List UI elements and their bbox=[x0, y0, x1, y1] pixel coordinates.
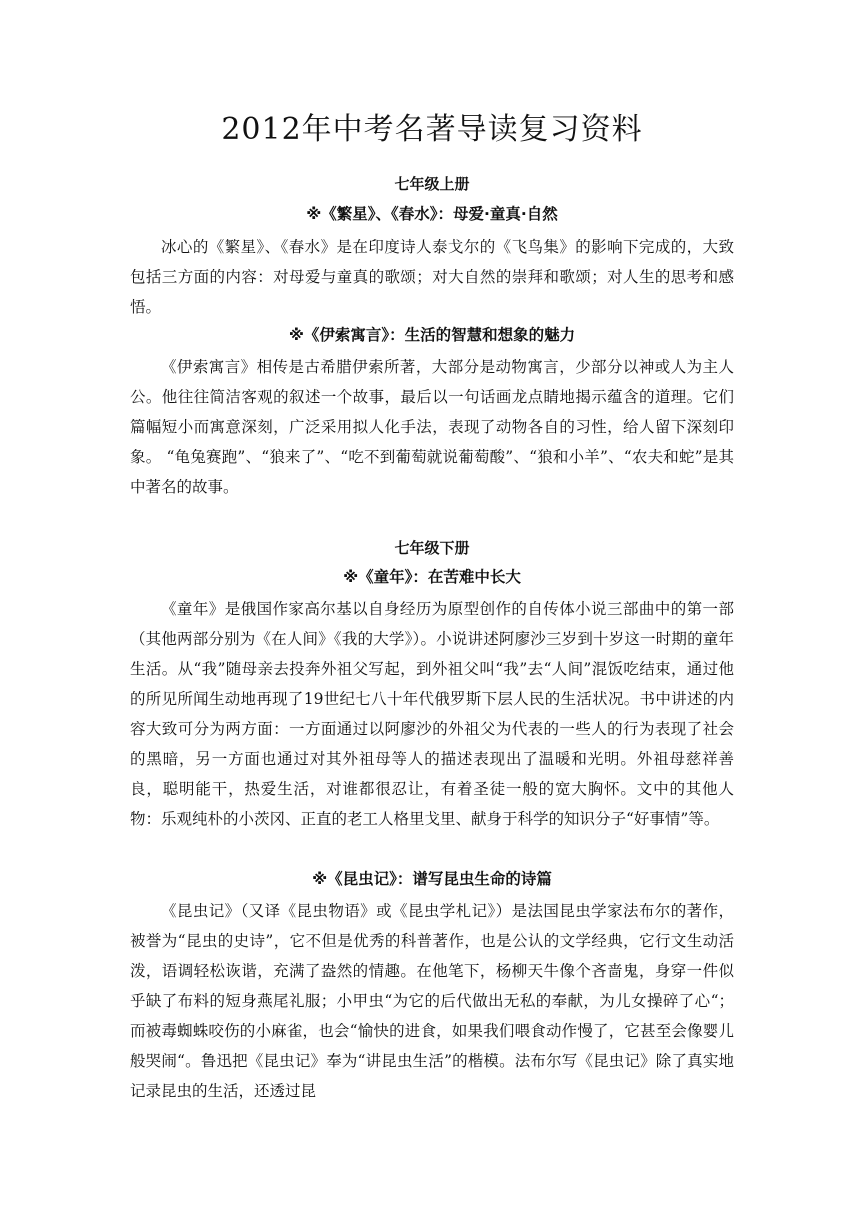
book-heading-fanxing-chunshui: ※《繁星》、《春水》：母爱·童真·自然 bbox=[306, 205, 558, 223]
book-heading-insects: ※《昆虫记》：谱写昆虫生命的诗篇 bbox=[312, 870, 552, 888]
grade-heading-7a: 七年级上册 bbox=[394, 175, 470, 193]
book-paragraph-fanxing-chunshui: 冰心的《繁星》、《春水》是在印度诗人泰戈尔的《飞鸟集》的影响下完成的，大致包括三方面的内容：对母爱与童真的歌颂；对大自然的崇拜和歌颂；对人生的思考和感悟。 bbox=[130, 238, 734, 316]
document-title: 2012年中考名著导读复习资料 bbox=[221, 112, 643, 147]
book-heading-aesop: ※《伊索寓言》：生活的智慧和想象的魅力 bbox=[288, 326, 576, 344]
grade-heading-7b: 七年级下册 bbox=[394, 539, 470, 557]
book-paragraph-childhood: 《童年》是俄国作家高尔基以自身经历为原型创作的自传体小说三部曲中的第一部（其他两部分别为《在人间》《我的大学》）。小说讲述阿廖沙三岁到十岁这一时期的童年生活。从“我”随母亲去投奔外祖父写起，到外祖父叫“我”去“人间”混饭吃结束，通过他的所见所闻生动地再现了19世纪七八十年代俄罗斯下层人民的生活状况。书中讲述的内容大致可分为两方面：一方面通过以阿廖沙的外祖父为代表的一些人的行为表现了社会的黑暗，另一方面也通过对其外祖母等人的描述表现出了温暖和光明。外祖母慈祥善良，聪明能干，热爱生活，对谁都很忍让，有着圣徒一般的宽大胸怀。文中的其他人物：乐观纯朴的小茨冈、正直的老工人格里戈里、献身于科学的知识分子“好事情”等。 bbox=[130, 600, 734, 828]
book-paragraph-aesop: 《伊索寓言》相传是古希腊伊索所著，大部分是动物寓言，少部分以神或人为主人公。他往往简洁客观的叙述一个故事，最后以一句话画龙点睛地揭示蕴含的道理。它们篇幅短小而寓意深刻，广泛采用拟人化手法，表现了动物各自的习性，给人留下深刻印象。 “龟兔赛跑”、“狼来了”、“吃不到葡萄就说葡萄酸”、“狼和小羊”、“农夫和蛇”是其中著名的故事。 bbox=[130, 358, 734, 496]
book-heading-childhood: ※《童年》：在苦难中长大 bbox=[343, 568, 521, 586]
book-paragraph-insects: 《昆虫记》（又译《昆虫物语》或《昆虫学札记》）是法国昆虫学家法布尔的著作，被誉为“昆虫的史诗”，它不但是优秀的科普著作，也是公认的文学经典，它行文生动活泼，语调轻松诙谐，充满了盎然的情趣。在他笔下，杨柳天牛像个吝啬鬼，身穿一件似乎缺了布料的短身燕尾礼服；小甲虫“为它的后代做出无私的奉献，为儿女操碎了心“；而被毒蜘蛛咬伤的小麻雀，也会“愉快的进食，如果我们喂食动作慢了，它甚至会像婴儿般哭闹“。鲁迅把《昆虫记》奉为“讲昆虫生活”的楷模。法布尔写《昆虫记》除了真实地记录昆虫的生活，还透过昆 bbox=[130, 902, 734, 1100]
